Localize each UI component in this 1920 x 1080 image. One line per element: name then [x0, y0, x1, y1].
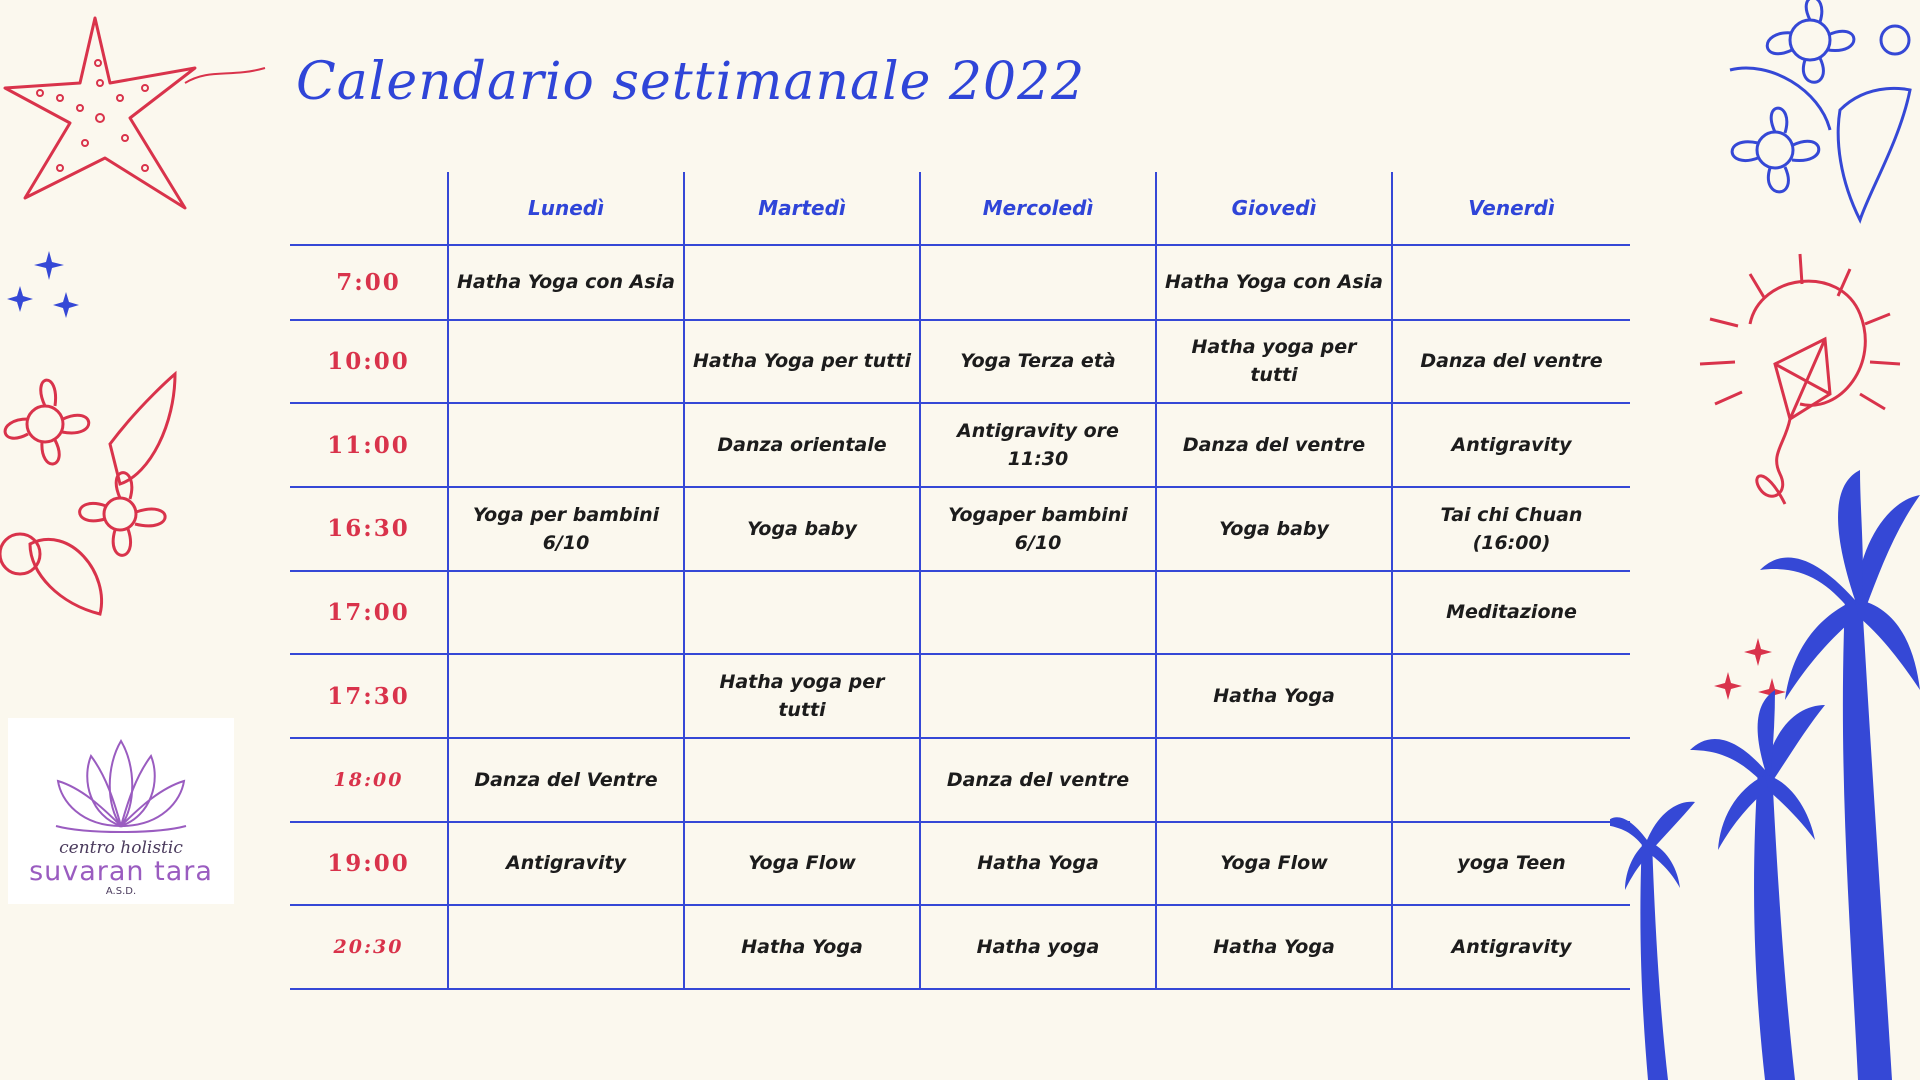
class-cell: [1156, 738, 1392, 822]
day-header: Martedì: [684, 172, 920, 245]
day-header: Giovedì: [1156, 172, 1392, 245]
table-row: [290, 403, 1630, 487]
page-title: Calendario settimanale 2022: [296, 52, 1086, 112]
header-corner: [290, 172, 448, 245]
class-cell: [684, 571, 920, 655]
class-cell: [684, 245, 920, 320]
logo-text-line3: A.S.D.: [105, 886, 137, 897]
table-row: [290, 905, 1630, 989]
time-slot: 17:00: [290, 571, 448, 655]
class-cell: Hatha Yoga: [684, 905, 920, 989]
day-header: Lunedì: [448, 172, 684, 245]
class-cell: Antigravity: [448, 822, 684, 906]
day-header: Venerdì: [1392, 172, 1630, 245]
time-slot: 16:30: [290, 487, 448, 571]
time-slot: 20:30: [290, 905, 448, 989]
class-cell: Hatha yoga: [920, 905, 1156, 989]
class-cell: Hatha Yoga: [1156, 654, 1392, 738]
class-cell: Danza orientale: [684, 403, 920, 487]
class-cell: Yoga Flow: [1156, 822, 1392, 906]
class-cell: Hatha Yoga per tutti: [684, 320, 920, 404]
class-cell: Hatha Yoga: [1156, 905, 1392, 989]
table-row: [290, 738, 1630, 822]
class-cell: [1392, 245, 1630, 320]
class-cell: [448, 571, 684, 655]
time-slot: 17:30: [290, 654, 448, 738]
class-cell: Hatha Yoga: [920, 822, 1156, 906]
class-cell: Danza del ventre: [1392, 320, 1630, 404]
class-cell: [920, 571, 1156, 655]
class-cell: yoga Teen: [1392, 822, 1630, 906]
class-cell: [920, 654, 1156, 738]
weekly-schedule-table: [290, 172, 1630, 990]
class-cell: [684, 738, 920, 822]
time-slot: 11:00: [290, 403, 448, 487]
class-cell: [1156, 571, 1392, 655]
table-row: [290, 822, 1630, 906]
class-cell: [448, 905, 684, 989]
time-slot: 19:00: [290, 822, 448, 906]
time-slot: 18:00: [290, 738, 448, 822]
class-cell: Danza del Ventre: [448, 738, 684, 822]
class-cell: [448, 654, 684, 738]
class-cell: Yoga Flow: [684, 822, 920, 906]
palm-tree-icon: [1610, 470, 1920, 1080]
class-cell: Hatha yoga per tutti: [684, 654, 920, 738]
class-cell: Tai chi Chuan (16:00): [1392, 487, 1630, 571]
class-cell: [920, 245, 1156, 320]
sparkle-icon: [4, 246, 94, 326]
starfish-icon: [0, 8, 280, 228]
class-cell: [448, 403, 684, 487]
class-cell: [1392, 654, 1630, 738]
logo-text-line2: suvaran tara: [29, 856, 213, 887]
class-cell: Yoga baby: [1156, 487, 1392, 571]
class-cell: Danza del ventre: [1156, 403, 1392, 487]
flower-icon: [1710, 0, 1920, 240]
lotus-icon: [46, 726, 196, 838]
logo: [8, 718, 234, 904]
class-cell: [448, 320, 684, 404]
table-row: [290, 245, 1630, 320]
class-cell: Yogaper bambini 6/10: [920, 487, 1156, 571]
class-cell: Hatha yoga per tutti: [1156, 320, 1392, 404]
flower-icon: [0, 364, 190, 624]
class-cell: Yoga baby: [684, 487, 920, 571]
class-cell: Antigravity: [1392, 403, 1630, 487]
class-cell: Danza del ventre: [920, 738, 1156, 822]
header-row: [290, 172, 1630, 245]
logo-text-line1: centro holistic: [59, 838, 183, 858]
class-cell: Yoga Terza età: [920, 320, 1156, 404]
class-cell: [1392, 738, 1630, 822]
table-row: [290, 571, 1630, 655]
class-cell: Hatha Yoga con Asia: [448, 245, 684, 320]
table-row: [290, 654, 1630, 738]
time-slot: 10:00: [290, 320, 448, 404]
class-cell: Antigravity: [1392, 905, 1630, 989]
class-cell: Meditazione: [1392, 571, 1630, 655]
table-row: [290, 320, 1630, 404]
time-slot: 7:00: [290, 245, 448, 320]
class-cell: Antigravity ore 11:30: [920, 403, 1156, 487]
day-header: Mercoledì: [920, 172, 1156, 245]
class-cell: Hatha Yoga con Asia: [1156, 245, 1392, 320]
table-row: [290, 487, 1630, 571]
class-cell: Yoga per bambini 6/10: [448, 487, 684, 571]
